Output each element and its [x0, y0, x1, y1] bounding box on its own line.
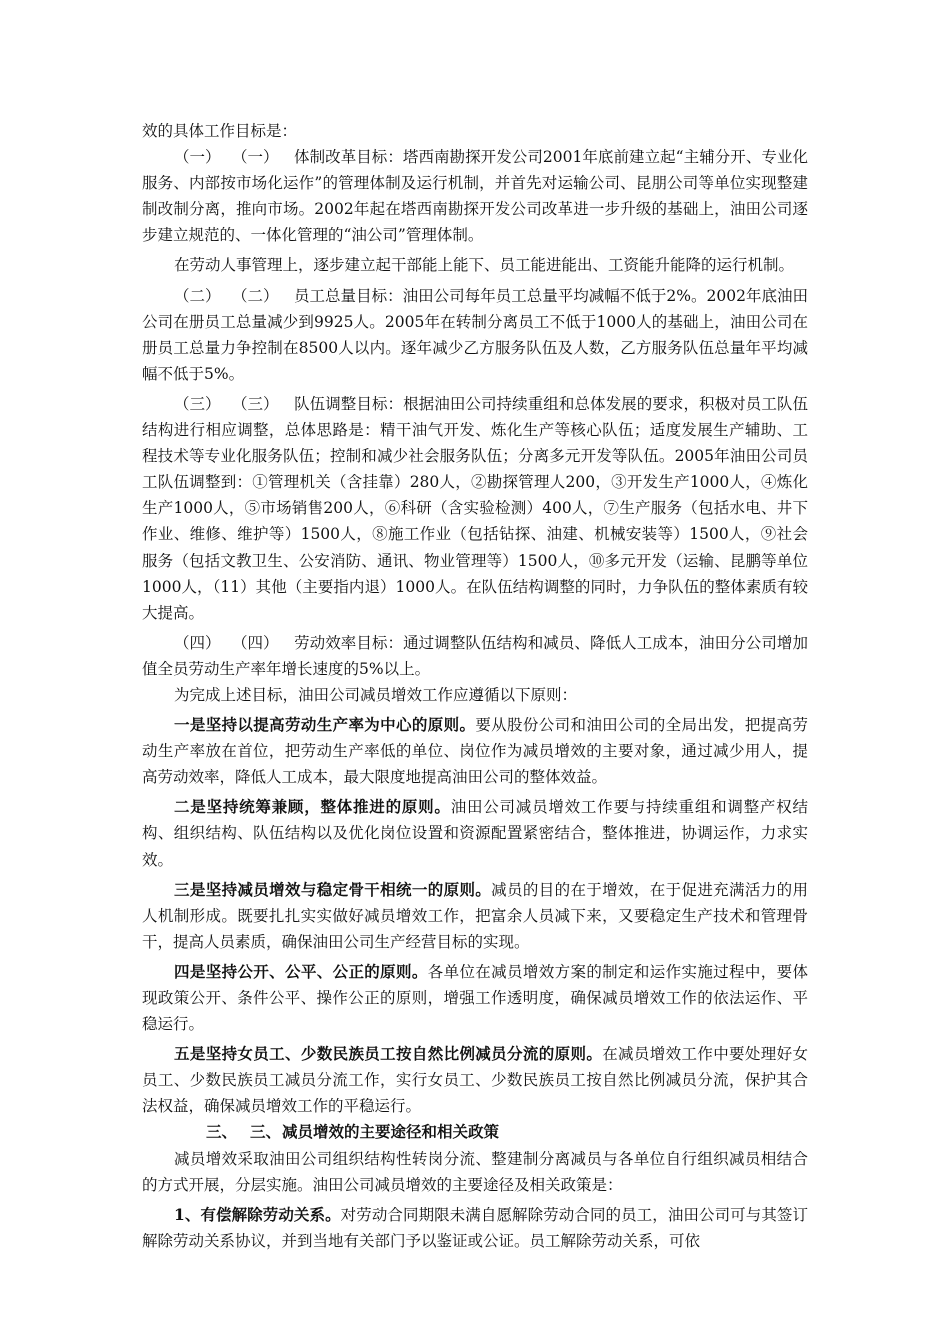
goal-4 [142, 630, 808, 682]
section-3-intro: 减员增效采取油田公司组织结构性转岗分流、整建制分离减员与各单位自行组织减员相结合的方式开展，分层实施。油田公司减员增效的主要途径及相关政策是： [142, 1149, 808, 1194]
section-3-title: 减员增效的主要途径和相关政策 [282, 1122, 500, 1142]
section-3-item-1-body: 对劳动合同期限未满自愿解除劳动合同的员工，油田公司可与其签订解除劳动关系协议，并到当地有关部门予以鉴证或公证。员工解除劳动关系，可依 [142, 1205, 808, 1250]
principle-4-body: 各单位在减员增效方案的制定和运作实施过程中，要体现政策公开、条件公平、操作公正的原则，增强工作透明度，确保减员增效工作的依法运作、平稳运行。 [142, 962, 808, 1034]
intro-line: 效的具体工作目标是： [142, 122, 298, 140]
goal-4-number: （四） [174, 633, 221, 652]
goal-2-number: （二） [174, 286, 221, 305]
goal-3-number: （三） [174, 394, 221, 413]
principle-5-body: 在减员增效工作中要处理好女员工、少数民族员工减员分流工作，实行女员工、少数民族员工按自然比例减员分流，保护其合法权益，确保减员增效工作的平稳运行。 [142, 1045, 808, 1116]
principle-1 [142, 712, 808, 790]
principle-5-title: 五是坚持女员工、少数民族员工按自然比例减员分流的原则。 [174, 1044, 603, 1064]
principle-1-body: 要从股份公司和油田公司的全局出发，把提高劳动生产率放在首位，把劳动生产率低的单位、岗位作为减员增效的主要对象，通过减少用人，提高劳动效率，降低人工成本，最大限度地提高油田公司的整体效益。 [142, 716, 808, 787]
goal-1-text: 体制改革目标：塔西南勘探开发公司2001年底前建立起“主辅分开、专业化服务、内部按市场化运作”的管理体制及运行机制，并首先对运输公司、昆朋公司等单位实现整建制改制分离，推向市场。2002年起在塔西南勘探开发公司改革进一步升级的基础上，油田公司逐步建立规范的、一体化管理的“油公司”管理体制。 [142, 148, 808, 245]
goal-3-number-repeat: （三） [232, 394, 279, 413]
goal-1 [142, 144, 808, 248]
hr-management-paragraph: 在劳动人事管理上，逐步建立起干部能上能下、员工能进能出、工资能升能降的运行机制。 [174, 256, 795, 275]
section-3-number-repeat: 三、 [250, 1122, 282, 1142]
section-3-item-1 [142, 1202, 808, 1254]
goal-3 [142, 391, 808, 626]
goal-4-number-repeat: （四） [232, 633, 279, 652]
goal-2-number-repeat: （二） [232, 286, 279, 305]
principle-4 [142, 959, 808, 1037]
principle-2-body: 油田公司减员增效工作要与持续重组和调整产权结构、组织结构、队伍结构以及优化岗位设置和资源配置紧密结合，整体推进，协调运作，力求实效。 [142, 798, 808, 869]
principle-3 [142, 877, 808, 955]
goal-1-number-repeat: （一） [232, 148, 279, 167]
goal-3-text: 队伍调整目标：根据油田公司持续重组和总体发展的要求，积极对员工队伍结构进行相应调整，总体思路是：精干油气开发、炼化生产等核心队伍；适度发展生产辅助、工程技术等专业化服务队伍；控制和减少社会服务队伍；分离多元开发等队伍。2005年油田公司员工队伍调整到：①管理机关（含挂靠）280人，②勘探管理人200，③开发生产1000人，④炼化生产1000人，⑤市场销售200人，⑥科研（含实验检测）400人，⑦生产服务（包括水电、井下作业、维修、维护等）1500人，⑧施工作业（包括钻探、油建、机械安装等）1500人，⑨社会服务（包括文教卫生、公安消防、通讯、物业管理等）1500人，⑩多元开发（运输、昆鹏等单位1000人，（11）其他（主要指内退）1000人。在队伍结构调整的同时，力争队伍的整体素质有较大提高。 [142, 394, 808, 622]
section-3-heading [142, 1119, 808, 1145]
section-3-item-1-title: 1、有偿解除劳动关系。 [174, 1204, 341, 1224]
goal-2-text: 员工总量目标：油田公司每年员工总量平均减幅不低于2%。2002年底油田公司在册员工总量减少到9925人。2005年在转制分离员工不低于1000人的基础上，油田公司在册员工总量力争控制在8500人以内。逐年减少乙方服务队伍及人数，乙方服务队伍总量年平均减幅不低于5%。 [142, 286, 808, 383]
principle-3-title: 三是坚持减员增效与稳定骨干相统一的原则。 [174, 879, 492, 899]
principles-intro: 为完成上述目标，油田公司减员增效工作应遵循以下原则： [174, 685, 578, 704]
goal-1-number: （一） [174, 148, 221, 167]
principle-1-title: 一是坚持以提高劳动生产率为中心的原则。 [174, 715, 476, 735]
principle-2-title: 二是坚持统筹兼顾，整体推进的原则。 [174, 797, 451, 817]
goal-4-text: 劳动效率目标：通过调整队伍结构和减员、降低人工成本，油田分公司增加值全员劳动生产率年增长速度的5%以上。 [142, 633, 808, 678]
goal-2 [142, 283, 808, 387]
principle-2 [142, 794, 808, 872]
section-3-number: 三、 [206, 1122, 238, 1142]
principle-5 [142, 1041, 808, 1119]
principle-4-title: 四是坚持公开、公平、公正的原则。 [174, 961, 428, 981]
principle-3-body: 减员的目的在于增效，在于促进充满活力的用人机制形成。既要扎扎实实做好减员增效工作，把富余人员减下来，又要稳定生产技术和管理骨干，提高人员素质，确保油田公司生产经营目标的实现。 [142, 880, 808, 951]
